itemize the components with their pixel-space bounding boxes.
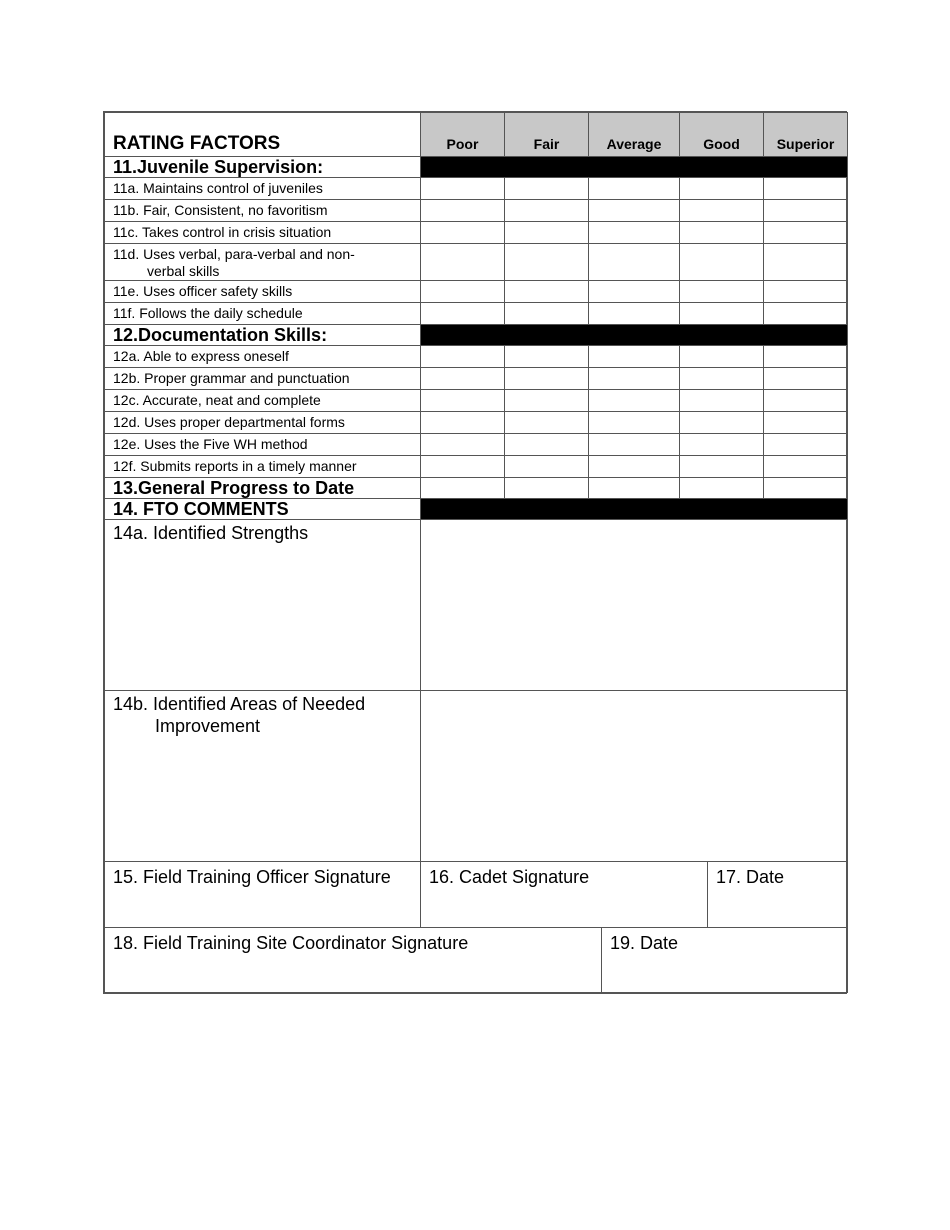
rating-cell[interactable] bbox=[764, 222, 848, 244]
item-11b: 11b. Fair, Consistent, no favoritism bbox=[105, 200, 421, 222]
rating-cell[interactable] bbox=[505, 412, 589, 434]
cadet-signature-field[interactable]: 16. Cadet Signature bbox=[421, 862, 708, 928]
rating-row-11b bbox=[105, 200, 848, 222]
rating-cell[interactable] bbox=[680, 244, 764, 281]
rating-row-12b bbox=[105, 368, 848, 390]
item-11f: 11f. Follows the daily schedule bbox=[105, 303, 421, 325]
section-12-title: Documentation Skills: bbox=[138, 325, 328, 345]
section-14-row bbox=[105, 499, 848, 520]
rating-row-11d bbox=[105, 244, 848, 281]
section-12-black-bar bbox=[421, 325, 848, 346]
rating-cell[interactable] bbox=[505, 434, 589, 456]
header-good: Good bbox=[680, 113, 764, 157]
rating-cell[interactable] bbox=[764, 368, 848, 390]
item-12b: 12b. Proper grammar and punctuation bbox=[105, 368, 421, 390]
rating-cell[interactable] bbox=[589, 281, 680, 303]
item-11d-text: 11d. Uses verbal, para-verbal and non- bbox=[113, 246, 355, 262]
rating-cell[interactable] bbox=[421, 178, 505, 200]
header-poor: Poor bbox=[421, 113, 505, 157]
rating-row-12d bbox=[105, 412, 848, 434]
item-11e: 11e. Uses officer safety skills bbox=[105, 281, 421, 303]
item-12d: 12d. Uses proper departmental forms bbox=[105, 412, 421, 434]
item-12f: 12f. Submits reports in a timely manner bbox=[105, 456, 421, 478]
rating-cell[interactable] bbox=[589, 390, 680, 412]
rating-cell[interactable] bbox=[589, 456, 680, 478]
rating-cell[interactable] bbox=[505, 390, 589, 412]
rating-cell[interactable] bbox=[421, 346, 505, 368]
rating-cell[interactable] bbox=[421, 478, 505, 499]
rating-cell[interactable] bbox=[421, 303, 505, 325]
rating-cell[interactable] bbox=[421, 412, 505, 434]
rating-cell[interactable] bbox=[764, 412, 848, 434]
section-14-black-bar bbox=[421, 499, 848, 520]
strengths-row bbox=[105, 520, 848, 691]
improvement-label bbox=[105, 691, 421, 862]
rating-row-12a bbox=[105, 346, 848, 368]
improvement-row bbox=[105, 691, 848, 862]
rating-cell[interactable] bbox=[421, 244, 505, 281]
section-12-heading bbox=[105, 325, 421, 346]
rating-cell[interactable] bbox=[764, 346, 848, 368]
rating-cell[interactable] bbox=[764, 178, 848, 200]
rating-cell[interactable] bbox=[680, 178, 764, 200]
rating-cell[interactable] bbox=[680, 303, 764, 325]
item-12c: 12c. Accurate, neat and complete bbox=[105, 390, 421, 412]
rating-cell[interactable] bbox=[421, 222, 505, 244]
rating-cell[interactable] bbox=[589, 200, 680, 222]
rating-cell[interactable] bbox=[505, 478, 589, 499]
rating-cell[interactable] bbox=[589, 222, 680, 244]
item-12a: 12a. Able to express oneself bbox=[105, 346, 421, 368]
rating-cell[interactable] bbox=[764, 390, 848, 412]
improvement-label-text: 14b. Identified Areas of Needed bbox=[113, 694, 366, 714]
rating-row-12e bbox=[105, 434, 848, 456]
signature-table-2 bbox=[104, 927, 848, 993]
rating-row-12f bbox=[105, 456, 848, 478]
item-12e: 12e. Uses the Five WH method bbox=[105, 434, 421, 456]
item-11d bbox=[105, 244, 421, 281]
rating-cell[interactable] bbox=[421, 390, 505, 412]
rating-cell[interactable] bbox=[680, 222, 764, 244]
signature-table-1 bbox=[104, 861, 848, 928]
item-11a: 11a. Maintains control of juveniles bbox=[105, 178, 421, 200]
strengths-field[interactable] bbox=[421, 520, 848, 691]
rating-cell[interactable] bbox=[680, 346, 764, 368]
rating-cell[interactable] bbox=[421, 434, 505, 456]
section-13-row bbox=[105, 478, 848, 499]
rating-cell[interactable] bbox=[505, 346, 589, 368]
header-average: Average bbox=[589, 113, 680, 157]
strengths-label: 14a. Identified Strengths bbox=[105, 520, 421, 691]
rating-cell[interactable] bbox=[421, 281, 505, 303]
item-11d-continuation: verbal skills bbox=[147, 263, 220, 279]
section-11-row bbox=[105, 157, 848, 178]
fto-comments-heading: 14. FTO COMMENTS bbox=[105, 499, 421, 520]
section-12-row bbox=[105, 325, 848, 346]
rating-cell[interactable] bbox=[421, 200, 505, 222]
rating-cell[interactable] bbox=[680, 434, 764, 456]
rating-row-11f bbox=[105, 303, 848, 325]
section-12-number: 12. bbox=[113, 325, 139, 345]
rating-cell[interactable] bbox=[680, 390, 764, 412]
improvement-label-continuation: Improvement bbox=[155, 716, 261, 736]
rating-form bbox=[103, 111, 847, 994]
section-11-title: Juvenile Supervision: bbox=[137, 157, 324, 177]
item-11c: 11c. Takes control in crisis situation bbox=[105, 222, 421, 244]
rating-cell[interactable] bbox=[589, 412, 680, 434]
rating-cell[interactable] bbox=[505, 456, 589, 478]
rating-cell[interactable] bbox=[764, 200, 848, 222]
rating-cell[interactable] bbox=[764, 281, 848, 303]
coordinator-signature-field[interactable]: 18. Field Training Site Coordinator Signature bbox=[105, 928, 602, 993]
rating-cell[interactable] bbox=[505, 368, 589, 390]
rating-cell[interactable] bbox=[680, 478, 764, 499]
section-11-black-bar bbox=[421, 157, 848, 178]
rating-cell[interactable] bbox=[589, 368, 680, 390]
rating-factors-heading: RATING FACTORS bbox=[105, 113, 421, 157]
rating-row-11c bbox=[105, 222, 848, 244]
improvement-field[interactable] bbox=[421, 691, 848, 862]
date-17-field[interactable]: 17. Date bbox=[708, 862, 848, 928]
rating-cell[interactable] bbox=[680, 412, 764, 434]
rating-cell[interactable] bbox=[764, 434, 848, 456]
header-superior: Superior bbox=[764, 113, 848, 157]
rating-cell[interactable] bbox=[589, 178, 680, 200]
section-11-number: 11. bbox=[113, 157, 138, 177]
rating-cell[interactable] bbox=[505, 244, 589, 281]
rating-cell[interactable] bbox=[764, 303, 848, 325]
rating-cell[interactable] bbox=[589, 303, 680, 325]
rating-cell[interactable] bbox=[589, 434, 680, 456]
date-19-field[interactable]: 19. Date bbox=[602, 928, 848, 993]
rating-cell[interactable] bbox=[589, 346, 680, 368]
rating-cell[interactable] bbox=[505, 178, 589, 200]
rating-cell[interactable] bbox=[505, 222, 589, 244]
rating-cell[interactable] bbox=[505, 281, 589, 303]
rating-cell[interactable] bbox=[680, 200, 764, 222]
section-13-number: 13. bbox=[113, 478, 139, 498]
rating-cell[interactable] bbox=[589, 478, 680, 499]
rating-row-11e bbox=[105, 281, 848, 303]
rating-cell[interactable] bbox=[680, 281, 764, 303]
header-fair: Fair bbox=[505, 113, 589, 157]
header-row bbox=[105, 113, 848, 157]
fto-signature-field[interactable]: 15. Field Training Officer Signature bbox=[105, 862, 421, 928]
rating-cell[interactable] bbox=[680, 368, 764, 390]
rating-cell[interactable] bbox=[764, 456, 848, 478]
rating-cell[interactable] bbox=[589, 244, 680, 281]
rating-row-11a bbox=[105, 178, 848, 200]
rating-cell[interactable] bbox=[505, 303, 589, 325]
rating-cell[interactable] bbox=[505, 200, 589, 222]
section-13-heading bbox=[105, 478, 421, 499]
section-13-title: General Progress to Date bbox=[138, 478, 355, 498]
rating-table bbox=[104, 112, 848, 862]
rating-cell[interactable] bbox=[421, 368, 505, 390]
rating-cell[interactable] bbox=[421, 456, 505, 478]
rating-row-12c bbox=[105, 390, 848, 412]
rating-cell[interactable] bbox=[764, 244, 848, 281]
section-11-heading bbox=[105, 157, 421, 178]
rating-cell[interactable] bbox=[764, 478, 848, 499]
rating-cell[interactable] bbox=[680, 456, 764, 478]
